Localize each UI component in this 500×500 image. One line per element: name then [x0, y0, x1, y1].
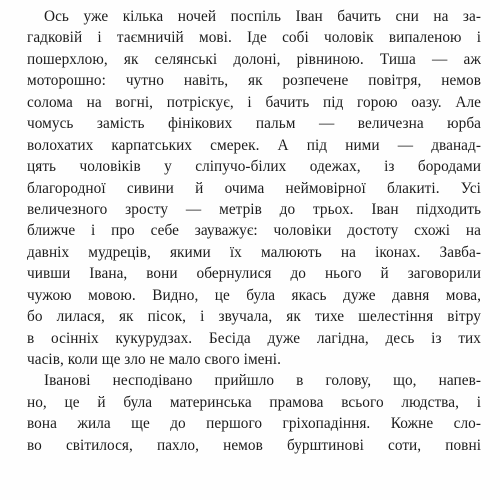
text-line: пошерхлою, як селянські долоні, рівниною. Тиша — аж	[27, 50, 481, 68]
text-line: во світилося, пахло, немов бурштинові соти, повні	[27, 436, 481, 454]
text-line: ближче і про себе зауважує: чоловіки достоту схожі на	[27, 222, 481, 240]
text-line: Іванові несподівано прийшло в голову, що, напев-	[44, 372, 481, 390]
text-line: вона жила ще до першого гріхопадіння. Кожне сло-	[27, 415, 481, 433]
text-line: Ось уже кілька ночей поспіль Іван бачить сни на за-	[44, 8, 481, 25]
text-line: величезного зросту — метрів до трьох. Іван підходить	[27, 200, 481, 218]
text-line: часів, коли ще зло не мало свого імені.	[27, 351, 281, 368]
text-line: благородної сивини й очима неймовірної блакиті. Усі	[27, 179, 481, 197]
text-line: чивши Івана, вони обернулися до нього й заговорили	[27, 265, 481, 283]
text-line: волохатих карпатських смерек. А під ними — дванад-	[27, 136, 481, 154]
text-line: в осінніх кукурудзах. Бесіда дуже лагідна, десь із тих	[27, 329, 481, 347]
text-line: солома на вогні, потріскує, і бачить під горою оазу. Але	[27, 93, 481, 111]
text-line: но, це й була материнська прамова всього людства, і	[27, 393, 481, 411]
text-line: чужою мовою. Видно, це була якась дуже давня мова,	[27, 286, 481, 304]
text-line: чомусь замість фінікових пальм — величезна юрба	[27, 115, 481, 133]
text-line: моторошно: чутно навіть, як розпечене повітря, немов	[27, 72, 481, 90]
text-line: давніх мудреців, якими їх малюють на іконах. Завба-	[27, 243, 481, 261]
text-line: бо лилася, як пісок, і звучала, як тихе шелестіння вітру	[27, 308, 481, 326]
text-line: цять чоловіків у сліпучо-білих одежах, із бородами	[27, 158, 481, 176]
text-line: гадковій і таємничій мові. Іде собі чоловік випаленою і	[27, 29, 481, 47]
text-body	[27, 6, 481, 456]
